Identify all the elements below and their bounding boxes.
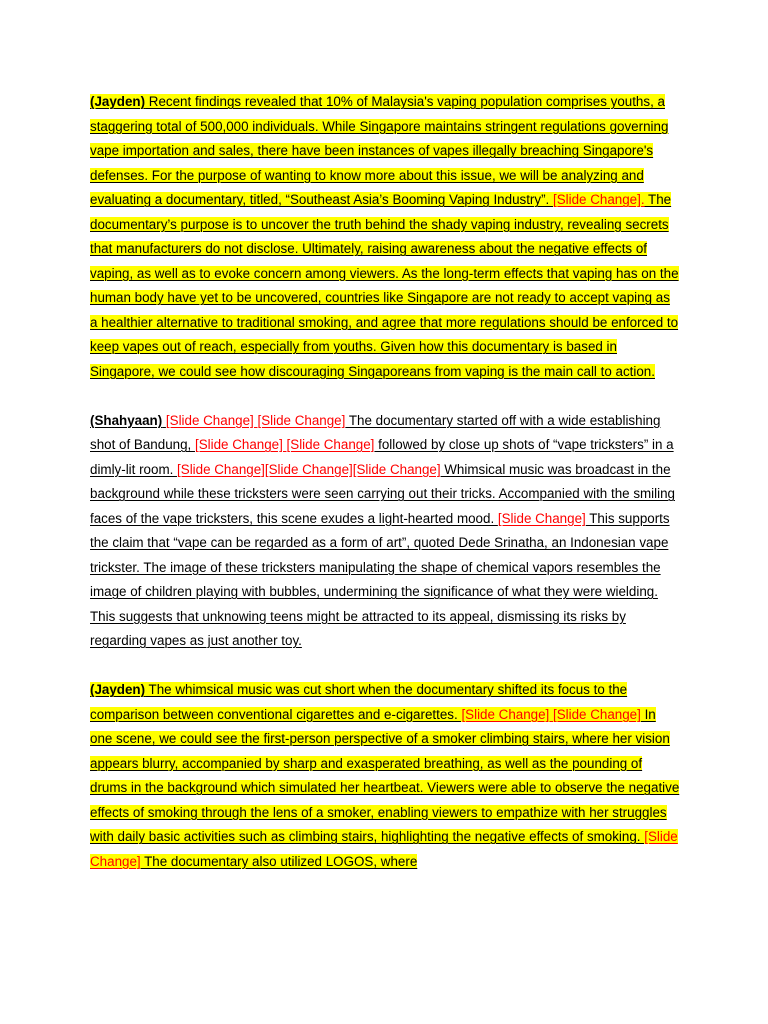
slide-change-marker: [Slide Change][Slide Change][Slide Change] <box>177 461 441 477</box>
paragraph-jayden-intro <box>90 90 680 384</box>
paragraph-text: Whimsical music was broadcast in the background while these tricksters were seen carrying out their tricks. Accompanied with the smiling faces of the vape tricksters, this scene exudes a light-hearted mood. <box>90 461 675 526</box>
speaker-label: (Shahyaan) <box>90 412 163 428</box>
slide-change-marker: [Slide Change] <box>90 829 678 869</box>
speaker-label: (Jayden) <box>90 94 146 109</box>
paragraph-text: The whimsical music was cut short when the documentary shifted its focus to the comparison between conventional cigarettes and e-cigarettes. <box>90 682 628 722</box>
slide-change-marker: [Slide Change] [Slide Change] <box>165 412 346 428</box>
slide-change-marker: [Slide Change] [Slide Change] <box>461 706 641 722</box>
slide-change-marker: [Slide Change]. <box>552 192 645 207</box>
paragraph-text: The documentary’s purpose is to uncover the truth behind the shady vaping industry, revealing secrets that manufacturers do not disclose. Ultimately, raising awareness about the negative effects of vaping, as well as to evoke concern among viewers. As the long-term effects that vaping has on the human body have yet to be uncovered, countries like Singapore are not ready to accept vaping as a healthier alternative to traditional smoking, and agree that more regulations should be enforced to keep vapes out of reach, especially from youths. Given how this documentary is based in Singapore, we could see how discouraging Singaporeans from vaping is the main call to action. <box>90 192 679 379</box>
paragraph-text: In one scene, we could see the first-person perspective of a smoker climbing stairs, where her vision appears blurry, accompanied by sharp and exasperated breathing, as well as the pounding of drums in the background which simulated her heartbeat. Viewers were able to observe the negative effects of smoking through the lens of a smoker, enabling viewers to empathize with her struggles with daily basic activities such as climbing stairs, highlighting the negative effects of smoking. <box>90 706 680 844</box>
paragraph-text: The documentary also utilized LOGOS, where <box>140 853 418 869</box>
paragraph-text: followed by close up shots of “vape tricksters” in a dimly-lit room. <box>90 437 674 477</box>
paragraph-text: The documentary started off with a wide establishing shot of Bandung, <box>90 412 661 452</box>
paragraph-jayden-comparison <box>90 678 680 874</box>
speaker-label: (Jayden) <box>90 682 146 697</box>
paragraph-text: Recent findings revealed that 10% of Malaysia's vaping population comprises youths, a staggering total of 500,000 individuals. While Singapore maintains stringent regulations governing vape importation and sales, there have been instances of vapes illegally breaching Singapore's defenses. For the purpose of wanting to know more about this issue, we will be analyzing and evaluating a documentary, titled, “Southeast Asia’s Booming Vaping Industry”. <box>90 94 669 207</box>
slide-change-marker: [Slide Change] <box>497 510 586 526</box>
slide-change-marker: [Slide Change] [Slide Change] <box>194 437 375 452</box>
paragraph-text: This supports the claim that “vape can be regarded as a form of art”, quoted Dede Srinatha, an Indonesian vape trickster. The image of these tricksters manipulating the shape of chemical vapors resembles the image of children playing with bubbles, undermining the significance of what they were wielding. This suggests that unknowing teens might be attracted to its appeal, dismissing its risks by regarding vapes as just another toy. <box>90 510 670 648</box>
paragraph-shahyaan <box>90 409 680 654</box>
document-page <box>90 90 680 899</box>
